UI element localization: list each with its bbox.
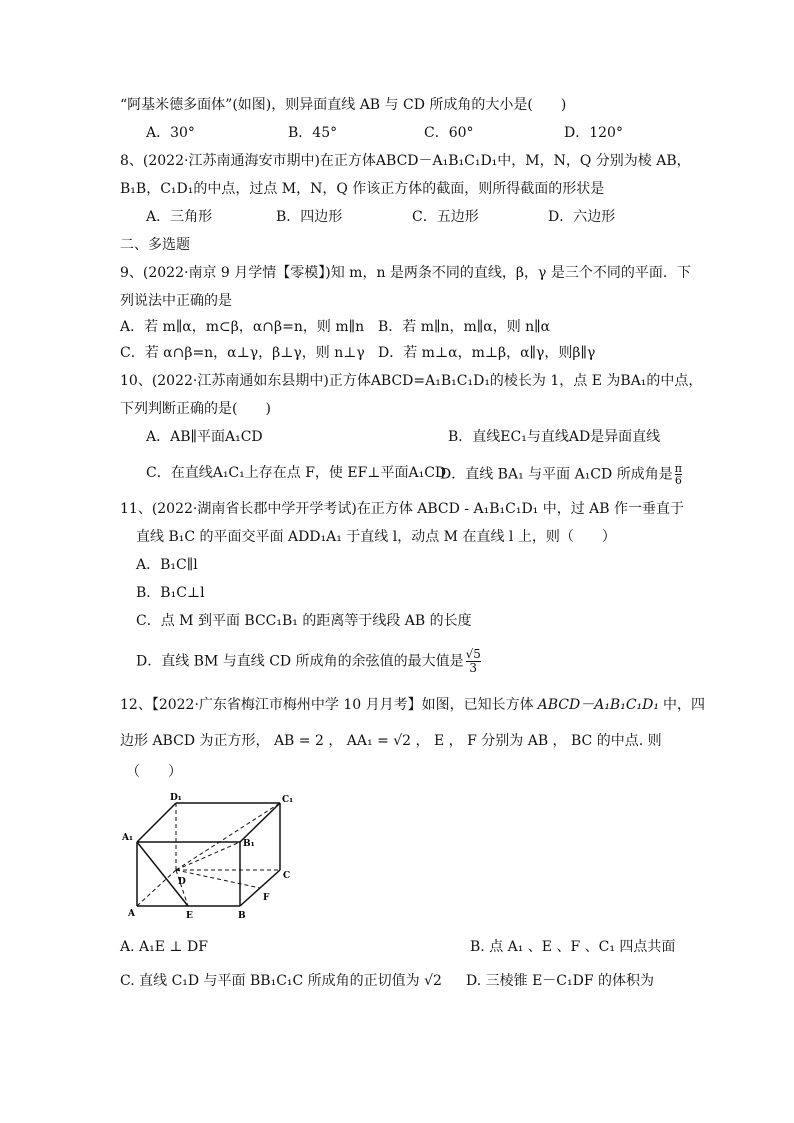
q9-stem-line-2: 列说法中正确的是 — [120, 293, 232, 309]
q12-stem-line-1 — [120, 695, 705, 715]
q11-fraction-numerator: √5 — [465, 647, 481, 661]
q12-option-b: B. 点 A₁ 、E 、F 、C₁ 四点共面 — [470, 939, 676, 955]
q7-option-b: B．45° — [288, 125, 338, 141]
q12-option-d: D. 三棱锥 E－C₁DF 的体积为 — [466, 973, 655, 989]
q11-option-b: B．B₁C⊥l — [136, 585, 205, 601]
q10-option-d-text: D．直线 BA₁ 与平面 A₁CD 所成角是 — [440, 466, 673, 483]
vertex-label-a1: A₁ — [122, 833, 133, 843]
q11-sqrt5-over-3-fraction — [466, 648, 481, 675]
vertex-label-e: E — [186, 911, 193, 921]
q7-option-d: D．120° — [564, 125, 623, 141]
q7-option-a: A．30° — [146, 125, 195, 141]
vertex-label-f: F — [263, 893, 270, 903]
q9-option-c: C．若 α∩β=n，α⊥γ，β⊥γ，则 n⊥γ — [120, 345, 365, 361]
q12-stem-line-1-a: 12、【2022·广东省梅江市梅州中学 10 月月考】如图，已知长方体 — [120, 697, 534, 713]
q10-pi-over-6-fraction — [675, 463, 682, 486]
q10-option-a: A．AB∥平面A₁CD — [146, 429, 263, 445]
vertex-label-b: B — [238, 911, 246, 921]
q12-stem-line-3: （ ） — [126, 764, 182, 780]
q9-option-b: B．若 m∥n，m∥α，则 n∥α — [378, 319, 551, 335]
q10-fraction-denominator: 6 — [674, 474, 682, 487]
q10-option-d — [440, 463, 682, 486]
q8-option-c: C．五边形 — [412, 209, 479, 225]
q8-option-b: B．四边形 — [276, 209, 343, 225]
q11-stem-line-2: 直线 B₁C 的平面交平面 ADD₁A₁ 于直线 l，动点 M 在直线 l 上，则（ ） — [136, 529, 616, 545]
q10-option-c: C．在直线A₁C₁上存在点 F，使 EF⊥平面A₁CD — [146, 465, 447, 481]
vertex-label-d: D — [178, 877, 186, 887]
q12-option-c: C. 直线 C₁D 与平面 BB₁C₁C 所成角的正切值为 √2 — [120, 973, 442, 989]
q7-option-c: C．60° — [424, 125, 474, 141]
q10-stem-line-2: 下列判断正确的是( ) — [120, 401, 271, 417]
q9-option-a: A．若 m∥α，m⊂β，α∩β=n，则 m∥n — [120, 319, 365, 335]
q12-cuboid-name: ABCD－A₁B₁C₁D₁ — [537, 697, 659, 713]
q10-option-b: B．直线EC₁与直线AD是异面直线 — [448, 429, 661, 445]
q8-stem-line-2: B₁B，C₁D₁的中点，过点 M，N，Q 作该正方体的截面，则所得截面的形状是 — [120, 181, 605, 197]
vertex-label-c: C — [283, 871, 291, 881]
q10-fraction-numerator: π — [674, 462, 682, 475]
vertex-label-b1: B₁ — [243, 839, 255, 849]
q11-option-d-text: D．直线 BM 与直线 CD 所成角的余弦值的最大值是 — [136, 653, 464, 670]
q11-option-d — [136, 648, 481, 675]
q7-stem-line: “阿基米德多面体”(如图)，则异面直线 AB 与 CD 所成角的大小是( ) — [120, 97, 567, 113]
q11-option-a: A．B₁C∥l — [136, 557, 198, 573]
vertex-label-c1: C₁ — [282, 795, 294, 805]
q12-stem-line-1-c: 中，四 — [663, 697, 705, 713]
q12-stem-line-2: 边形 ABCD 为正方形， AB = 2 ， AA₁ = √2 ， E ， F 分别为 AB ， BC 的中点. 则 — [120, 733, 662, 749]
q10-stem-line-1: 10、(2022·江苏南通如东县期中)正方体ABCD=A₁B₁C₁D₁的棱长为 1，点 E 为BA₁的中点， — [120, 373, 703, 389]
vertex-label-d1: D₁ — [170, 793, 182, 803]
vertex-label-a: A — [128, 909, 135, 919]
q11-stem-line-1: 11、(2022·湖南省长郡中学开学考试)在正方体 ABCD - A₁B₁C₁D₁ 中，过 AB 作一垂直于 — [120, 501, 685, 517]
q12-option-a: A. A₁E ⊥ DF — [120, 939, 208, 955]
q9-option-d: D．若 m⊥α，m⊥β，α∥γ，则β∥γ — [378, 345, 596, 361]
q8-option-d: D．六边形 — [548, 209, 616, 225]
q8-stem-line-1: 8、(2022·江苏南通海安市期中)在正方体ABCD－A₁B₁C₁D₁中，M，N，Q 分别为棱 AB， — [120, 153, 691, 169]
cuboid-figure — [120, 788, 300, 928]
q11-fraction-denominator: 3 — [466, 661, 481, 675]
q9-stem-line-1: 9、(2022·南京 9 月学情【零模】)知 m，n 是两条不同的直线，β，γ 是三个不同的平面．下 — [120, 265, 691, 281]
q8-option-a: A．三角形 — [146, 209, 213, 225]
section-heading-multiple-choice: 二、多选题 — [120, 237, 190, 253]
q11-option-c: C．点 M 到平面 BCC₁B₁ 的距离等于线段 AB 的长度 — [136, 613, 472, 629]
